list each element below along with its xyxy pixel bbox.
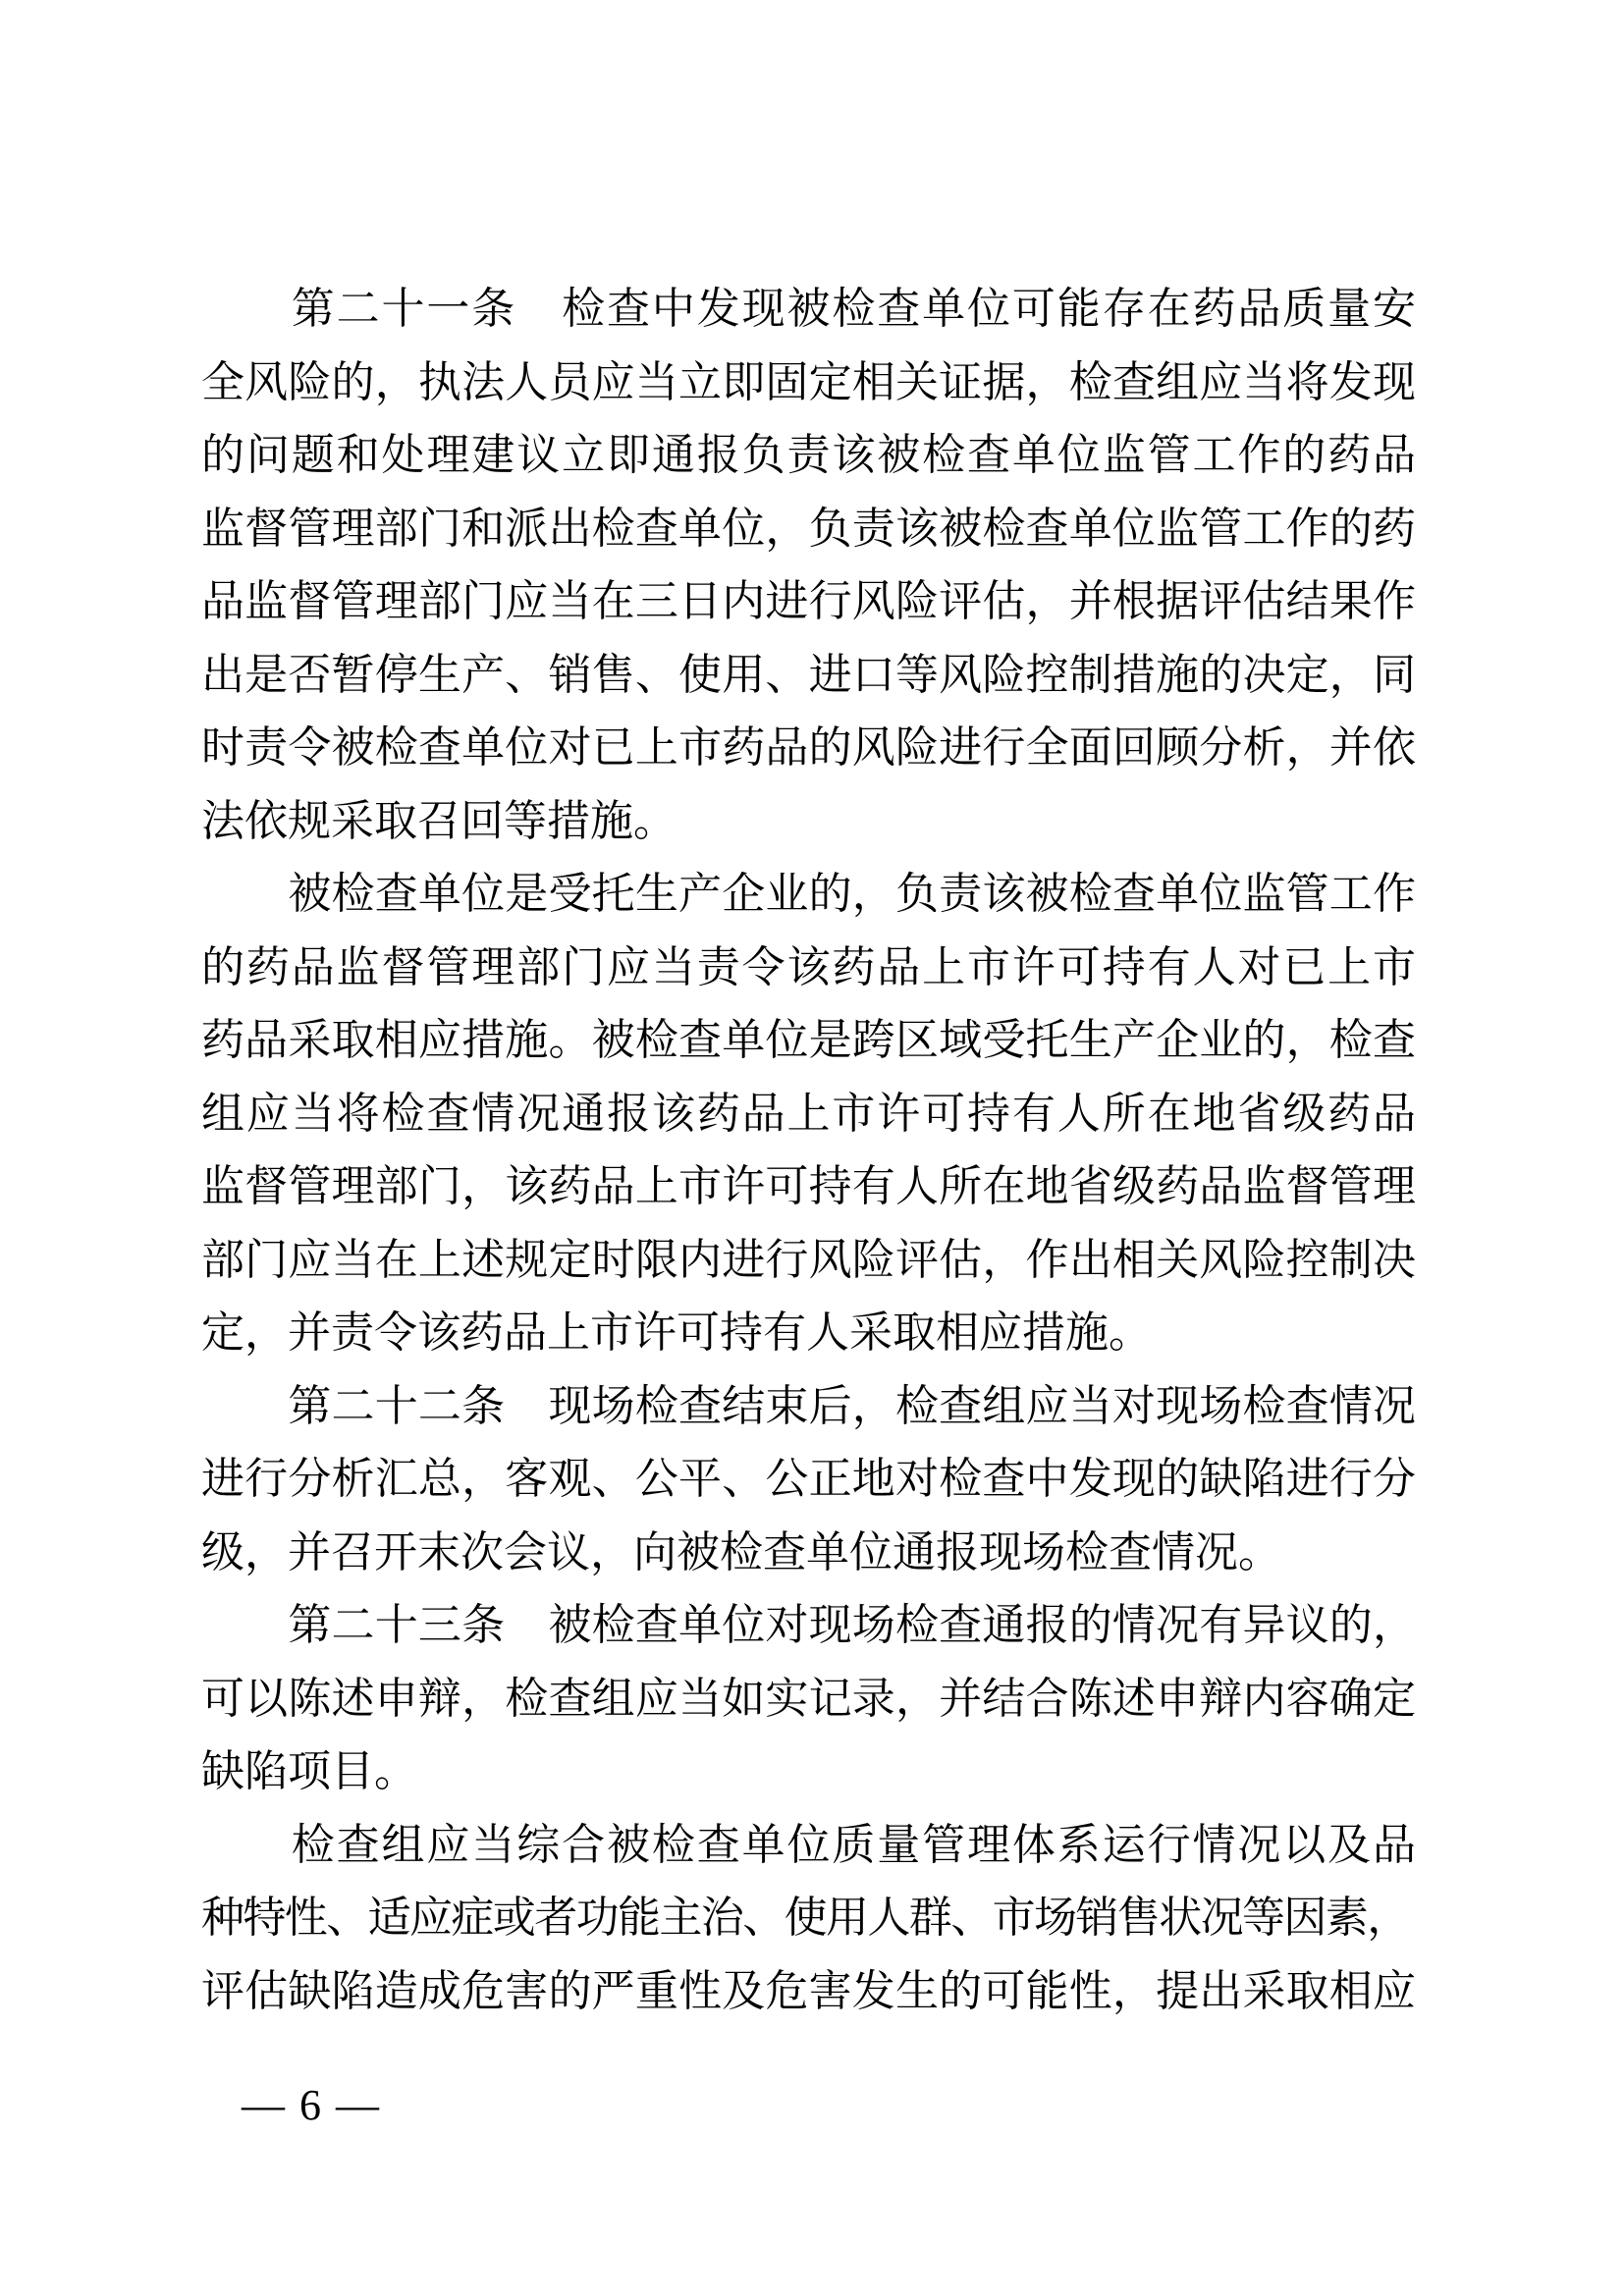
document-line: 级，并召开末次会议，向被检查单位通报现场检查情况。 xyxy=(201,1527,1281,1576)
paragraph-article-23 xyxy=(201,1589,1416,1809)
document-line: 可以陈述申辩，检查组应当如实记录，并结合陈述申辩内容确定 xyxy=(201,1674,1416,1723)
document-line: 法依规采取召回等措施。 xyxy=(201,796,677,845)
document-text-body xyxy=(201,273,1416,2028)
document-line: 时责令被检查单位对已上市药品的风险进行全面回顾分析，并依 xyxy=(201,723,1416,772)
paragraph-article-21 xyxy=(201,273,1416,858)
document-line: 监督管理部门，该药品上市许可持有人所在地省级药品监督管理 xyxy=(201,1162,1416,1210)
document-line: 第二十一条 检查中发现被检查单位可能存在药品质量安 xyxy=(201,285,1416,333)
document-line: 第二十二条 现场检查结束后，检查组应当对现场检查情况 xyxy=(201,1381,1416,1430)
document-line: 第二十三条 被检查单位对现场检查通报的情况有异议的， xyxy=(201,1601,1416,1649)
document-line: 的药品监督管理部门应当责令该药品上市许可持有人对已上市 xyxy=(201,942,1416,991)
document-line: 品监督管理部门应当在三日内进行风险评估，并根据评估结果作 xyxy=(201,577,1416,625)
document-line: 评估缺陷造成危害的严重性及危害发生的可能性，提出采取相应 xyxy=(201,1966,1416,2015)
document-line: 全风险的，执法人员应当立即固定相关证据，检查组应当将发现 xyxy=(201,357,1416,406)
document-line: 组应当将检查情况通报该药品上市许可持有人所在地省级药品 xyxy=(201,1089,1416,1138)
document-line: 监督管理部门和派出检查单位，负责该被检查单位监管工作的药 xyxy=(201,504,1416,553)
paragraph-defect-assessment xyxy=(201,1809,1416,2029)
document-line: 被检查单位是受托生产企业的，负责该被检查单位监管工作 xyxy=(201,870,1416,918)
document-line: 出是否暂停生产、销售、使用、进口等风险控制措施的决定，同 xyxy=(201,650,1416,699)
document-line: 缺陷项目。 xyxy=(201,1747,417,1795)
document-line: 定，并责令该药品上市许可持有人采取相应措施。 xyxy=(201,1308,1152,1357)
document-line: 药品采取相应措施。被检查单位是跨区域受托生产企业的，检查 xyxy=(201,1016,1416,1064)
page-number: — 6 — xyxy=(242,2081,381,2129)
document-line: 进行分析汇总，客观、公平、公正地对检查中发现的缺陷进行分 xyxy=(201,1455,1416,1503)
document-line: 检查组应当综合被检查单位质量管理体系运行情况以及品 xyxy=(201,1820,1416,1869)
document-line: 种特性、适应症或者功能主治、使用人群、市场销售状况等因素， xyxy=(201,1894,1409,1942)
document-line: 的问题和处理建议立即通报负责该被检查单位监管工作的药品 xyxy=(201,431,1416,479)
paragraph-article-22 xyxy=(201,1370,1416,1590)
paragraph-entrusted-manufacturer xyxy=(201,858,1416,1370)
document-line: 部门应当在上述规定时限内进行风险评估，作出相关风险控制决 xyxy=(201,1235,1416,1284)
